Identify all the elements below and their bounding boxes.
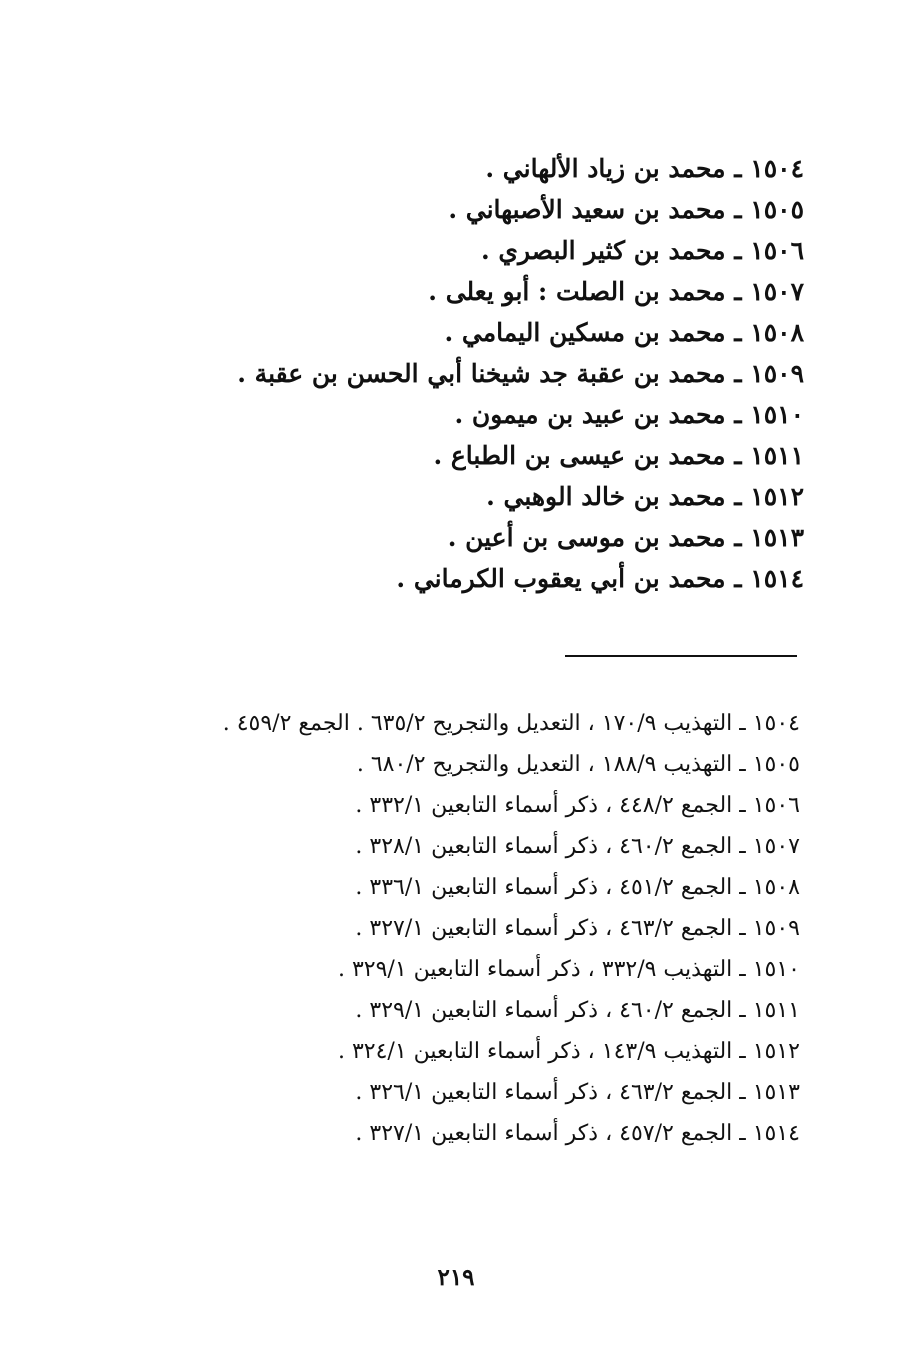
entry-1514: ١٥١٤ ـ محمد بن أبي يعقوب الكرماني . xyxy=(396,564,804,593)
entry-1511: ١٥١١ ـ محمد بن عيسى بن الطباع . xyxy=(433,441,804,470)
footnote-separator xyxy=(565,655,797,657)
footnote-1504: ١٥٠٤ ـ التهذيب ١٧٠/٩ ، التعديل والتجريح ٦٣٥/٢ . الجمع ٤٥٩/٢ . xyxy=(222,711,800,736)
entry-1510: ١٥١٠ ـ محمد بن عبيد بن ميمون . xyxy=(454,400,804,429)
footnote-1514: ١٥١٤ ـ الجمع ٤٥٧/٢ ، ذكر أسماء التابعين ٣٢٧/١ . xyxy=(355,1121,800,1146)
footnote-1513: ١٥١٣ ـ الجمع ٤٦٣/٢ ، ذكر أسماء التابعين ٣٢٦/١ . xyxy=(355,1080,800,1105)
footnote-list xyxy=(110,703,800,1154)
entry-1507: ١٥٠٧ ـ محمد بن الصلت : أبو يعلى . xyxy=(428,277,804,306)
footnote-1511: ١٥١١ ـ الجمع ٤٦٠/٢ ، ذكر أسماء التابعين ٣٢٩/١ . xyxy=(355,998,800,1023)
footnote-1507: ١٥٠٧ ـ الجمع ٤٦٠/٢ ، ذكر أسماء التابعين ٣٢٨/١ . xyxy=(355,834,800,859)
entry-1513: ١٥١٣ ـ محمد بن موسى بن أعين . xyxy=(447,523,804,552)
entry-1506: ١٥٠٦ ـ محمد بن كثير البصري . xyxy=(481,236,804,265)
entry-1509: ١٥٠٩ ـ محمد بن عقبة جد شيخنا أبي الحسن بن عقبة . xyxy=(237,359,804,388)
entry-1512: ١٥١٢ ـ محمد بن خالد الوهبي . xyxy=(486,482,804,511)
footnote-1509: ١٥٠٩ ـ الجمع ٤٦٣/٢ ، ذكر أسماء التابعين ٣٢٧/١ . xyxy=(355,916,800,941)
entry-1505: ١٥٠٥ ـ محمد بن سعيد الأصبهاني . xyxy=(448,195,804,224)
footnote-1506: ١٥٠٦ ـ الجمع ٤٤٨/٢ ، ذكر أسماء التابعين ٣٣٢/١ . xyxy=(355,793,800,818)
footnote-1510: ١٥١٠ ـ التهذيب ٣٣٢/٩ ، ذكر أسماء التابعين ٣٢٩/١ . xyxy=(337,957,800,982)
footnote-1505: ١٥٠٥ ـ التهذيب ١٨٨/٩ ، التعديل والتجريح ٦٨٠/٢ . xyxy=(356,752,800,777)
entry-list xyxy=(124,148,804,599)
page-number: ٢١٩ xyxy=(437,1264,475,1291)
footnote-1508: ١٥٠٨ ـ الجمع ٤٥١/٢ ، ذكر أسماء التابعين ٣٣٦/١ . xyxy=(355,875,800,900)
entry-1504: ١٥٠٤ ـ محمد بن زياد الألهاني . xyxy=(485,154,804,183)
entry-1508: ١٥٠٨ ـ محمد بن مسكين اليمامي . xyxy=(444,318,804,347)
footnote-1512: ١٥١٢ ـ التهذيب ١٤٣/٩ ، ذكر أسماء التابعين ٣٢٤/١ . xyxy=(337,1039,800,1064)
